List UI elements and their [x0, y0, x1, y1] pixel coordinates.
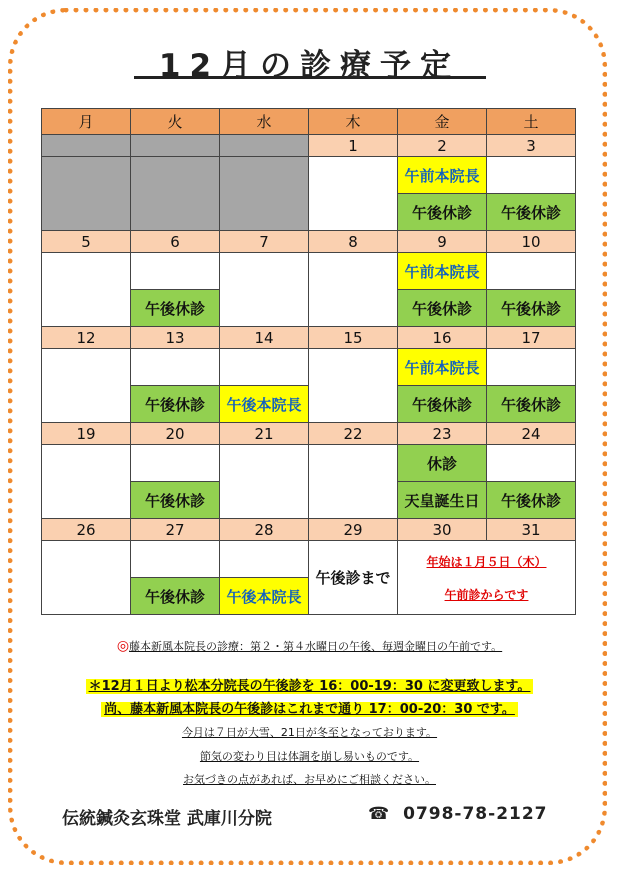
date-cell: 15 — [309, 327, 398, 349]
empty-cell — [131, 541, 220, 578]
date-cell: 13 — [131, 327, 220, 349]
empty-cell — [487, 253, 576, 290]
date-row — [42, 519, 576, 541]
clinic-name: 伝統鍼灸玄珠堂 武庫川分院 — [62, 809, 272, 829]
empty-cell — [309, 349, 398, 423]
pm-schedule-cell: 午後本院長 — [220, 578, 309, 615]
pm-schedule-cell: 午後休診 — [487, 194, 576, 231]
date-row — [42, 327, 576, 349]
weekday-3: 木 — [309, 109, 398, 135]
date-cell: 14 — [220, 327, 309, 349]
pm-schedule-cell: 天皇誕生日 — [398, 482, 487, 519]
weekday-0: 月 — [42, 109, 131, 135]
date-cell: 7 — [220, 231, 309, 253]
date-cell: 26 — [42, 519, 131, 541]
am-row — [42, 541, 576, 578]
date-cell: 23 — [398, 423, 487, 445]
empty-cell — [131, 445, 220, 482]
am-schedule-cell: 午前本院長 — [398, 349, 487, 386]
empty-cell — [42, 349, 131, 423]
date-cell: 31 — [487, 519, 576, 541]
empty-cell — [42, 541, 131, 615]
am-schedule-cell: 午前本院長 — [398, 253, 487, 290]
empty-cell — [131, 253, 220, 290]
am-schedule-cell: 午前本院長 — [398, 157, 487, 194]
title-underline — [134, 76, 486, 79]
pm-schedule-cell: 午後休診 — [398, 290, 487, 327]
date-row — [42, 231, 576, 253]
doctor-schedule-text: 藤本新風本院長の診療：第２・第４水曜日の午後、毎週金曜日の午前です。 — [129, 640, 503, 653]
empty-cell — [131, 349, 220, 386]
am-row — [42, 349, 576, 386]
am-row — [42, 445, 576, 482]
date-cell: 29 — [309, 519, 398, 541]
empty-cell — [220, 349, 309, 386]
weekday-2: 水 — [220, 109, 309, 135]
closed-cell — [42, 157, 131, 231]
date-cell: 5 — [42, 231, 131, 253]
doctor-schedule-note — [0, 638, 619, 654]
page-title: 12月の診療予定 — [158, 48, 461, 84]
date-cell: 24 — [487, 423, 576, 445]
pm-schedule-cell: 午後休診 — [398, 194, 487, 231]
date-row — [42, 135, 576, 157]
phone-number: ☎ 0798-78-2127 — [368, 804, 548, 824]
date-row — [42, 423, 576, 445]
empty-cell — [220, 445, 309, 519]
empty-cell — [487, 445, 576, 482]
season-note-2: 節気の変わり目は体調を崩し易いものです。 — [199, 750, 420, 763]
date-cell: 27 — [131, 519, 220, 541]
date-cell: 16 — [398, 327, 487, 349]
schedule-cell: 午後診まで — [309, 541, 398, 615]
closed-cell — [131, 157, 220, 231]
closed-cell — [220, 157, 309, 231]
date-cell — [131, 135, 220, 157]
date-cell: 28 — [220, 519, 309, 541]
empty-cell — [487, 157, 576, 194]
pm-schedule-cell: 午後休診 — [131, 386, 220, 423]
pm-schedule-cell: 午後休診 — [131, 482, 220, 519]
date-cell: 20 — [131, 423, 220, 445]
highlight-notice-1: ＊12月１日より松本分院長の午後診を 16：00-19：30 に変更致します。 — [0, 675, 619, 694]
highlight-notice-2: 尚、藤本新風本院長の午後診はこれまで通り 17：00-20：30 です。 — [0, 698, 619, 717]
pm-schedule-cell: 午後休診 — [487, 386, 576, 423]
date-cell: 6 — [131, 231, 220, 253]
date-cell: 17 — [487, 327, 576, 349]
new-year-note — [398, 541, 576, 615]
date-cell — [220, 135, 309, 157]
new-year-line-1: 年始は１月５日（木） — [426, 554, 547, 569]
date-cell: 8 — [309, 231, 398, 253]
new-year-line-2: 午前診からです — [444, 587, 529, 602]
weekday-4: 金 — [398, 109, 487, 135]
empty-cell — [309, 445, 398, 519]
double-circle-icon: ◎ — [116, 638, 130, 654]
am-row — [42, 157, 576, 194]
am-row — [42, 253, 576, 290]
empty-cell — [309, 253, 398, 327]
date-cell: 19 — [42, 423, 131, 445]
season-note-3: お気づきの点があれば、お早めにご相談ください。 — [183, 773, 436, 786]
weekday-1: 火 — [131, 109, 220, 135]
pm-schedule-cell: 午後休診 — [487, 290, 576, 327]
date-cell: 9 — [398, 231, 487, 253]
weekday-5: 土 — [487, 109, 576, 135]
date-cell: 30 — [398, 519, 487, 541]
pm-schedule-cell: 午後本院長 — [220, 386, 309, 423]
date-cell: 2 — [398, 135, 487, 157]
am-schedule-cell: 休診 — [398, 445, 487, 482]
empty-cell — [309, 157, 398, 231]
empty-cell — [42, 445, 131, 519]
date-cell: 12 — [42, 327, 131, 349]
date-cell — [42, 135, 131, 157]
empty-cell — [42, 253, 131, 327]
date-cell: 22 — [309, 423, 398, 445]
empty-cell — [487, 349, 576, 386]
phone-icon: ☎ — [368, 804, 390, 824]
date-cell: 3 — [487, 135, 576, 157]
date-cell: 10 — [487, 231, 576, 253]
pm-schedule-cell: 午後休診 — [131, 290, 220, 327]
calendar-table — [41, 108, 576, 615]
empty-cell — [220, 541, 309, 578]
date-cell: 21 — [220, 423, 309, 445]
date-cell: 1 — [309, 135, 398, 157]
weekday-header-row — [42, 109, 576, 135]
season-note-1: 今月は７日が大雪、21日が冬至となっております。 — [181, 726, 438, 739]
pm-schedule-cell: 午後休診 — [398, 386, 487, 423]
pm-schedule-cell: 午後休診 — [487, 482, 576, 519]
empty-cell — [220, 253, 309, 327]
pm-schedule-cell: 午後休診 — [131, 578, 220, 615]
